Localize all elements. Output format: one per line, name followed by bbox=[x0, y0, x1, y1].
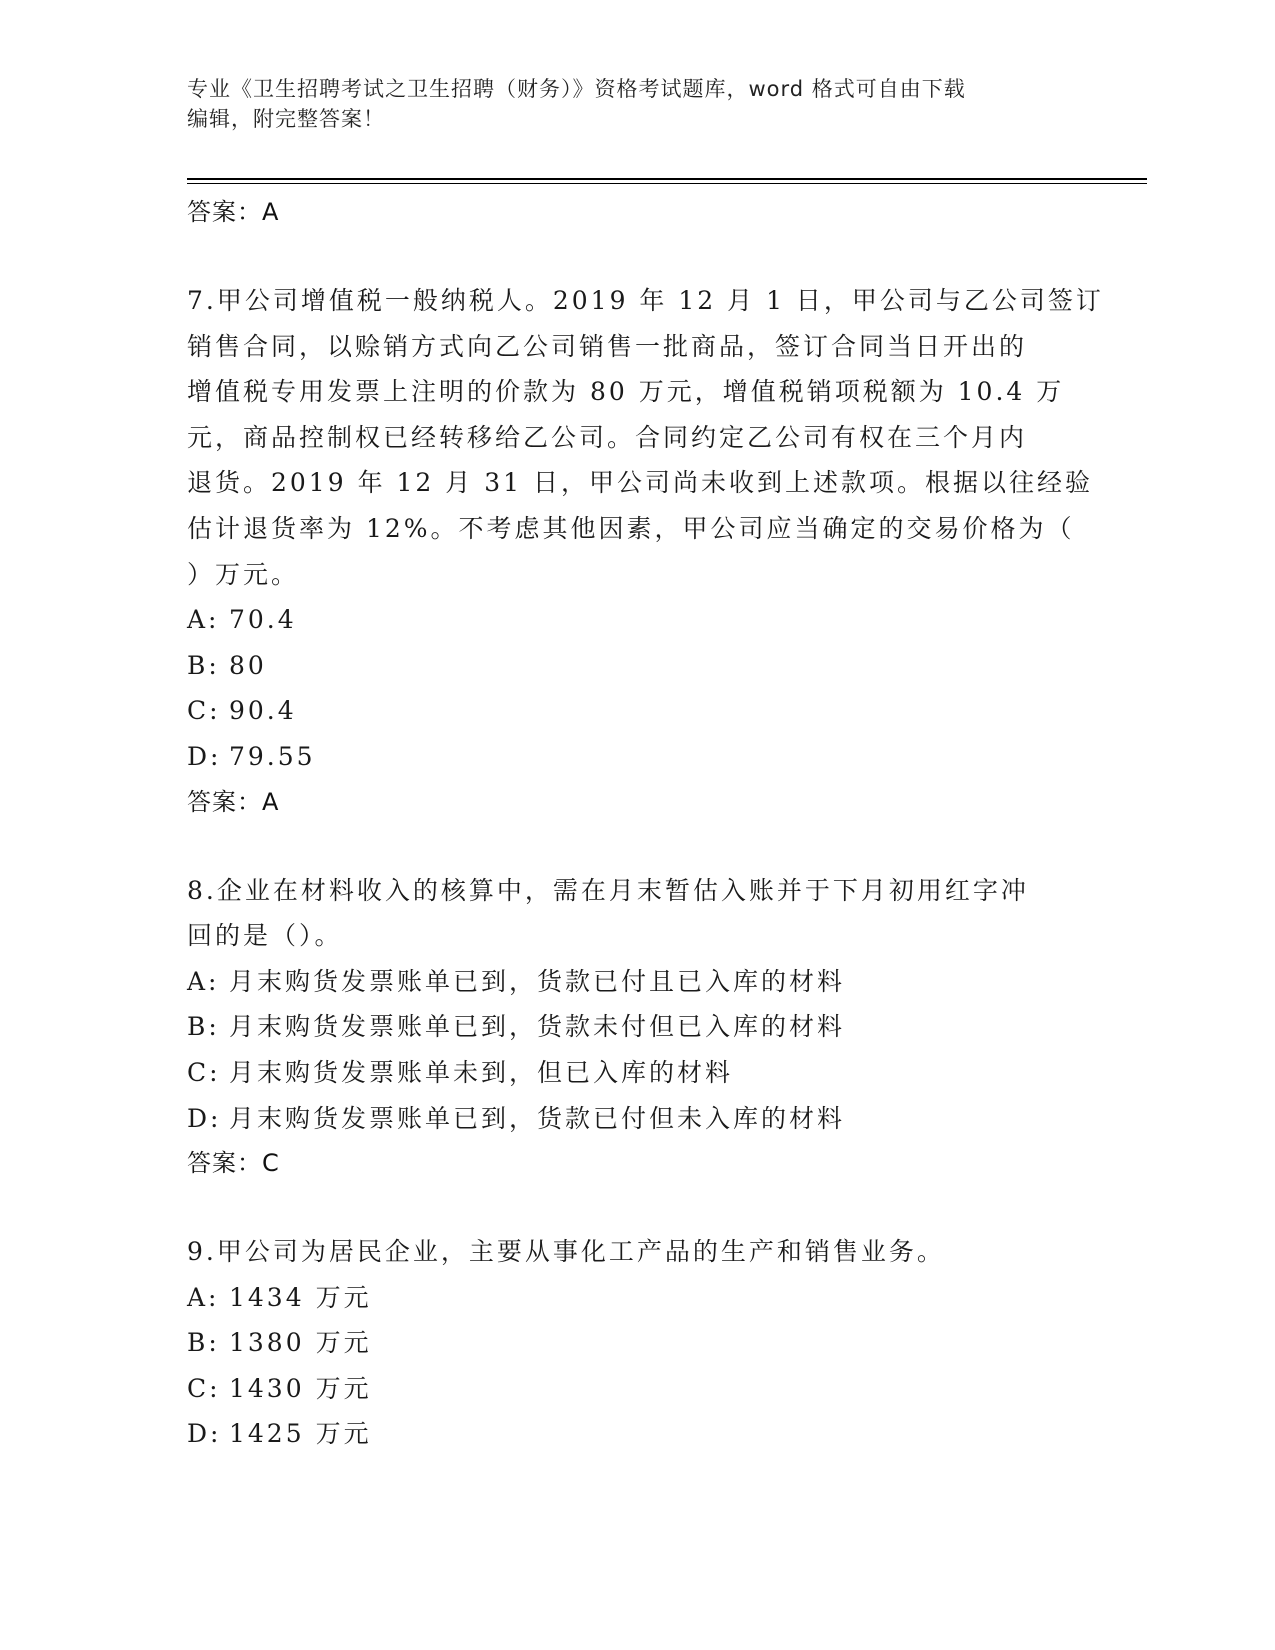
option-label: A: bbox=[187, 1282, 220, 1312]
option-a bbox=[187, 1275, 1087, 1321]
option-text: 1434 万元 bbox=[229, 1282, 372, 1312]
option-text: 1380 万元 bbox=[229, 1328, 372, 1358]
option-label: D: bbox=[187, 1103, 222, 1133]
option-label: C: bbox=[187, 696, 221, 726]
header-line-2: 编辑，附完整答案！ bbox=[187, 107, 385, 131]
option-label: D: bbox=[187, 741, 222, 771]
question-text-line: 增值税专用发票上注明的价款为 80 万元，增值税销项税额为 10.4 万 bbox=[187, 377, 1065, 407]
option-label: D: bbox=[187, 1419, 222, 1449]
question-text-line: 8.企业在材料收入的核算中，需在月末暂估入账并于下月初用红字冲 bbox=[187, 875, 1029, 905]
question-text-line: 9.甲公司为居民企业，主要从事化工产品的生产和销售业务。 bbox=[187, 1237, 945, 1267]
question-text-line: 退货。2019 年 12 月 31 日，甲公司尚未收到上述款项。根据以往经验 bbox=[187, 468, 1093, 498]
option-text: 79.55 bbox=[229, 741, 316, 771]
header-line-1: 专业《卫生招聘考试之卫生招聘（财务）》资格考试题库，word 格式可自由下载 bbox=[187, 77, 966, 101]
option-text: 80 bbox=[229, 650, 267, 680]
answer: 答案：C bbox=[187, 1149, 280, 1178]
option-text: 1425 万元 bbox=[229, 1419, 372, 1449]
question-7 bbox=[187, 278, 1104, 824]
question-list bbox=[187, 190, 1104, 1457]
option-c bbox=[187, 1050, 1087, 1096]
option-text: 月末购货发票账单已到，货款未付但已入库的材料 bbox=[229, 1012, 846, 1042]
answer: 答案：A bbox=[187, 787, 280, 816]
option-label: B: bbox=[187, 1328, 220, 1358]
option-b bbox=[187, 643, 1087, 689]
question-9 bbox=[187, 1229, 1087, 1457]
header-divider-thick bbox=[187, 178, 1147, 180]
question-8 bbox=[187, 868, 1087, 1186]
question-text-line: 估计退货率为 12%。不考虑其他因素，甲公司应当确定的交易价格为（ bbox=[187, 513, 1075, 543]
option-text: 月末购货发票账单已到，货款已付但未入库的材料 bbox=[229, 1103, 846, 1133]
question-text-line: 回的是（）。 bbox=[187, 921, 343, 951]
option-d bbox=[187, 1096, 1087, 1142]
option-text: 90.4 bbox=[229, 696, 297, 726]
previous-answer: 答案：A bbox=[187, 198, 280, 226]
option-text: 月末购货发票账单未到，但已入库的材料 bbox=[229, 1057, 734, 1087]
option-c bbox=[187, 688, 1087, 734]
option-b bbox=[187, 1004, 1087, 1050]
question-text-line: ）万元。 bbox=[187, 559, 300, 589]
option-b bbox=[187, 1320, 1087, 1366]
option-d bbox=[187, 734, 1087, 780]
option-label: A: bbox=[187, 605, 220, 635]
option-d bbox=[187, 1411, 1087, 1457]
document-header bbox=[187, 74, 1087, 134]
option-label: B: bbox=[187, 650, 220, 680]
option-a bbox=[187, 597, 1087, 643]
option-label: A: bbox=[187, 966, 220, 996]
option-text: 1430 万元 bbox=[229, 1373, 372, 1403]
option-label: C: bbox=[187, 1373, 221, 1403]
option-text: 月末购货发票账单已到，货款已付且已入库的材料 bbox=[229, 966, 846, 996]
option-label: B: bbox=[187, 1012, 220, 1042]
question-text-line: 元，商品控制权已经转移给乙公司。合同约定乙公司有权在三个月内 bbox=[187, 422, 1028, 452]
option-a bbox=[187, 959, 1087, 1005]
header-divider-thin bbox=[187, 183, 1147, 184]
question-text-line: 7.甲公司增值税一般纳税人。2019 年 12 月 1 日，甲公司与乙公司签订 bbox=[187, 286, 1104, 315]
option-label: C: bbox=[187, 1057, 221, 1087]
question-text-line: 销售合同，以赊销方式向乙公司销售一批商品，签订合同当日开出的 bbox=[187, 331, 1028, 361]
option-c bbox=[187, 1366, 1087, 1412]
option-text: 70.4 bbox=[229, 605, 297, 635]
